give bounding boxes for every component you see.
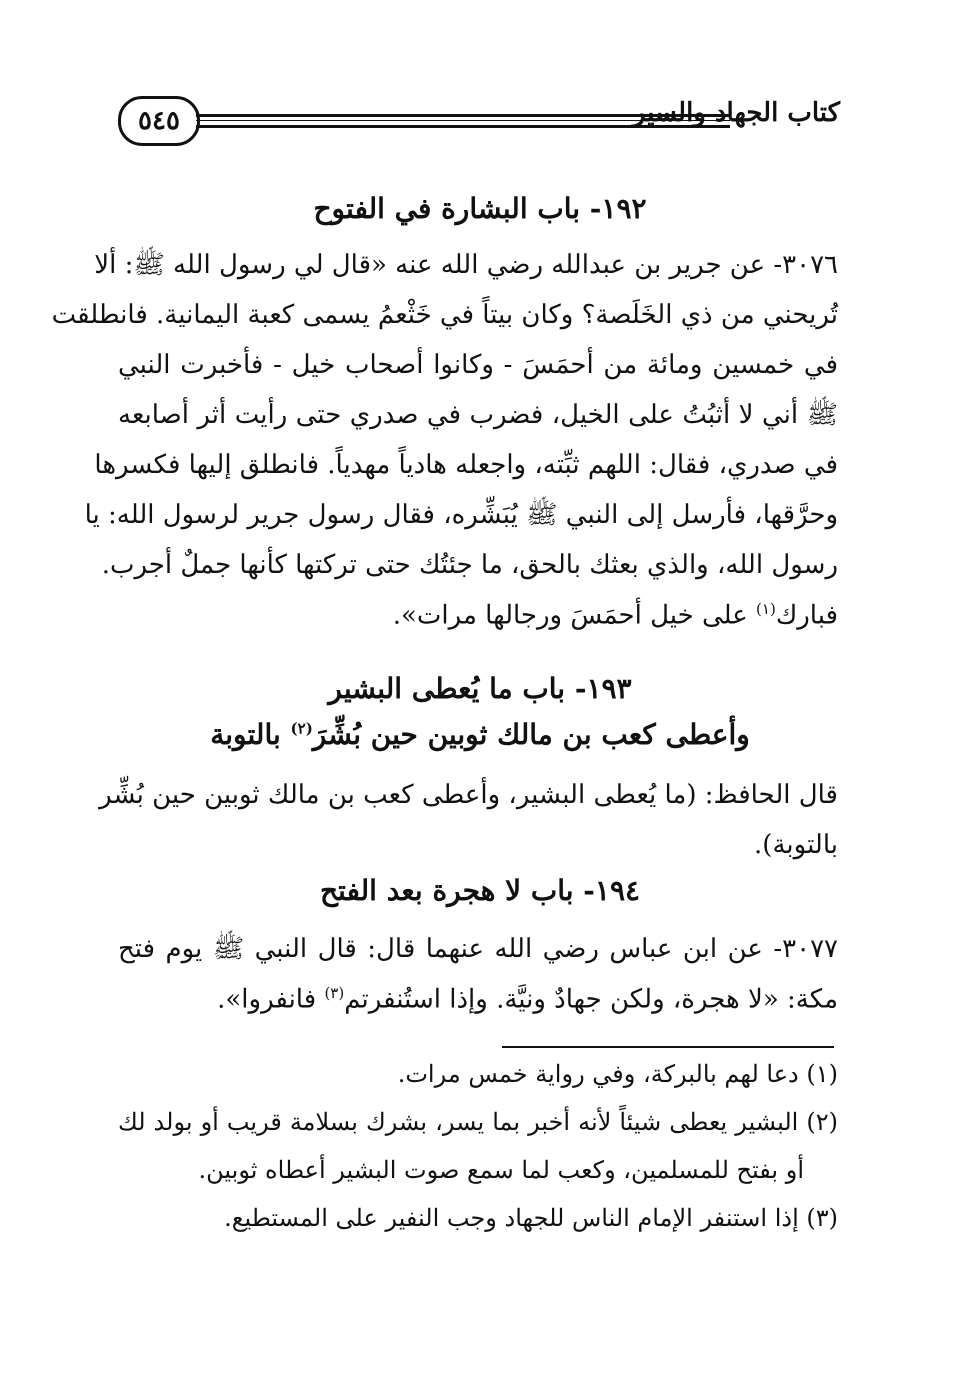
footnote-2: (٢) البشير يعطى شيئاً لأنه أخبر بما يسر، بشرك بسلامة قريب أو بولد لك — [118, 1108, 838, 1136]
chapter-heading-193-subtitle: وأعطى كعب بن مالك ثوبين حين بُشِّرَ$^{(٢)}$ بالتوبة — [210, 718, 750, 751]
footnote-marker: (١) — [756, 600, 776, 618]
page-number: ٥٤٥ — [118, 96, 200, 146]
hadith-text: فبارك — [775, 600, 838, 631]
hadith-line: ﷺ أني لا أثبُتُ على الخيل، فضرب في صدري حتى رأيت أثر أصابعه — [118, 400, 838, 430]
footnote-3: (٣) إذا استنفر الإمام الناس للجهاد وجب النفير على المستطيع. — [224, 1204, 838, 1232]
chapter-heading-193: ١٩٣- باب ما يُعطى البشير — [328, 672, 632, 705]
footnote-2-continued: أو بفتح للمسلمين، وكعب لما سمع صوت البشير أعطاه ثوبين. — [198, 1156, 804, 1184]
footnote-marker: (٣) — [324, 984, 345, 1002]
chapter-heading-194: ١٩٤- باب لا هجرة بعد الفتح — [319, 874, 641, 907]
footnote-1: (١) دعا لهم بالبركة، وفي رواية خمس مرات. — [397, 1060, 838, 1088]
hadith-line: في صدري، فقال: اللهم ثبِّته، واجعله هادياً مهدياً. فانطلق إليها فكسرها — [94, 450, 838, 480]
hadith-line: في خمسين ومائة من أحمَسَ - وكانوا أصحاب خيل - فأخبرت النبي — [118, 350, 838, 380]
hadith-line-last — [118, 602, 838, 629]
chapter-heading-192: ١٩٢- باب البشارة في الفتوح — [313, 192, 647, 225]
quote-line: بالتوبة). — [754, 830, 838, 860]
hadith-line: ٣٠٧٦- عن جرير بن عبدالله رضي الله عنه «قال لي رسول الله ﷺ: ألا — [94, 250, 838, 280]
footnote-marker: (٢) — [290, 719, 313, 738]
footnote-separator — [502, 1046, 834, 1048]
hadith-line-last: مكة: «لا هجرة، ولكن جهادٌ ونيَّة. وإذا استُنفرتم$^{(٣)}$ فانفروا». — [217, 984, 838, 1015]
quote-line: قال الحافظ: (ما يُعطى البشير، وأعطى كعب بن مالك ثوبين حين بُشِّر — [99, 780, 838, 810]
book-title: كتاب الجهاد والسير — [632, 98, 840, 128]
running-header — [118, 96, 840, 156]
hadith-text: على خيل أحمَسَ ورجالها مرات». — [392, 600, 757, 631]
hadith-line: ٣٠٧٧- عن ابن عباس رضي الله عنهما قال: قال النبي ﷺ يوم فتح — [118, 934, 838, 964]
hadith-line: رسول الله، والذي بعثك بالحق، ما جئتُك حتى تركتها كأنها جملٌ أجرب. — [101, 550, 838, 580]
hadith-line: وحرَّقها، فأرسل إلى النبي ﷺ يُبَشِّره، فقال رسول جرير لرسول الله: يا — [84, 500, 838, 530]
hadith-line: تُريحني من ذي الخَلَصة؟ وكان بيتاً في خَثْعمُ يسمى كعبة اليمانية. فانطلقت — [51, 300, 838, 330]
